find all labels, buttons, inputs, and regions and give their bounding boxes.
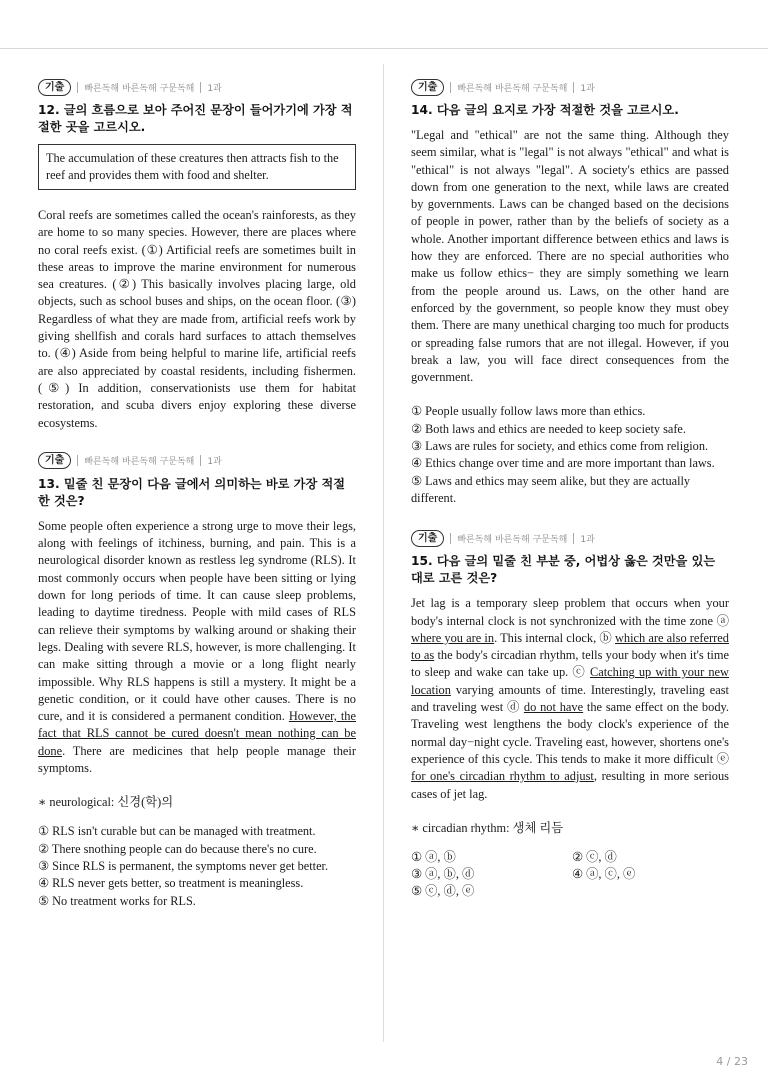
- option[interactable]: ③ Since RLS is permanent, the symptoms never get better.: [38, 858, 329, 873]
- right-column: [411, 78, 729, 901]
- question-14: 14. 다음 글의 요지로 가장 적절한 것을 고르시오.: [411, 103, 679, 117]
- passage-13: Some people often experience a strong urge to move their legs, along with feelings of itchiness, burning, and pain. This is a neurological disorder known as restless leg syndrome (RLS). It most commonly occurs when people have been sitting or lying down for long periods of time. It can cause sleep problems, leading to daytime tiredness. People with mild cases of RLS can relieve their symptoms by walking around or shaking their legs. Dealing with severe RLS, however, is more challenging. It can make sitting through a movie or a long flight nearly impossible. Why RLS happens is still a mystery. It might be a genetic condition, or it could have other causes. There is no cure, and it is considered a permanent condition. However, the fact that RLS cannot be cured doesn't mean nothing can be done. There are medicines that help people manage their symptoms.: [38, 518, 356, 776]
- underlined-sentence: However, the fact that RLS cannot be cured doesn't mean nothing can be done: [38, 709, 356, 758]
- footnote-15: ∗ circadian rhythm: 생체 리듬: [411, 820, 564, 835]
- source-text: 빠른독해 바른독해 구문독해: [84, 83, 195, 94]
- option[interactable]: ⑤ ⓒ, ⓓ, ⓔ: [411, 884, 475, 899]
- option[interactable]: ② There snothing people can do because there's no cure.: [38, 841, 317, 856]
- marker-a: ⓐ: [716, 613, 729, 628]
- source-lesson: 1과: [580, 534, 595, 545]
- passage-15: Jet lag is a temporary sleep problem that occurs when your body's internal clock is not synchronized with the time zone ⓐ where you are in. This internal clock, ⓑ which are also referred to as the body's circadian rhythm, tells your body when it's time to sleep and wake can take up. ⓒ Catching up with your new location varying amounts of time. Interestingly, traveling east and traveling west ⓓ do not have the same effect on the body. Traveling west lengthens the body clock's experience of the normal day−night cycle. Traveling east, however, shortens one's experience of this cycle. This tends to make it more difficult ⓔ for one's circadian rhythm to adjust, resulting in more serious cases of jet lag.: [411, 596, 730, 801]
- option[interactable]: ① People usually follow laws more than ethics.: [411, 404, 646, 419]
- given-sentence-box: The accumulation of these creatures then attracts fish to the reef and provides them with food and shelter.: [38, 144, 356, 190]
- marker-e: ⓔ: [716, 751, 729, 766]
- source-tag: [411, 529, 729, 547]
- option[interactable]: ④ RLS never gets better, so treatment is meaningless.: [38, 876, 304, 891]
- source-tag: [38, 452, 356, 470]
- option[interactable]: ② Both laws and ethics are needed to keep society safe.: [411, 421, 686, 436]
- underline-b: which are also referred to as: [411, 630, 729, 663]
- underline-a: where you are in: [411, 630, 495, 645]
- passage-12: Coral reefs are sometimes called the ocean's rainforests, as they are home to so many species. However, there are places where no coral reefs exist. (①) Artificial reefs are sometimes built in these areas to improve the marine environment for numerous sea creatures. (②) This basically involves placing large, old objects, such as school buses and ships, on the ocean floor. (③) Regardless of what they are made from, artificial reefs work by giving shellfish and corals hard surfaces to attach themselves to. (④) Aside from being helpful to marine life, artificial reefs are also appreciated by coastal residents, including fishermen. (⑤) In addition, conservationists use them for habitat restoration, and scuba divers enjoy exploring these diverse ecosystems.: [38, 208, 356, 430]
- question-12: 12. 글의 흐름으로 보아 주어진 문장이 들어가기에 가장 적절한 곳을 고르시오.: [38, 103, 353, 134]
- source-badge: 기출: [38, 79, 71, 96]
- source-text: 빠른독해 바른독해 구문독해: [457, 83, 568, 94]
- options-13: [38, 823, 356, 909]
- options-14: [411, 403, 729, 507]
- marker-c: ⓒ: [572, 665, 586, 680]
- top-rule: [0, 48, 768, 49]
- marker-d: ⓓ: [507, 700, 521, 715]
- option[interactable]: ③ Laws are rules for society, and ethics come from religion.: [411, 439, 709, 454]
- option[interactable]: ⑤ Laws and ethics may seem alike, but they are actually different.: [411, 473, 691, 505]
- option[interactable]: ③ ⓐ, ⓑ, ⓓ: [411, 867, 475, 882]
- options-15: [411, 849, 729, 901]
- source-text: 빠른독해 바른독해 구문독해: [84, 457, 195, 468]
- source-badge: 기출: [38, 452, 71, 469]
- column-divider: [383, 64, 384, 1042]
- option[interactable]: ② ⓒ, ⓓ: [572, 849, 617, 864]
- source-badge: 기출: [411, 79, 444, 96]
- underline-d: do not have: [523, 700, 584, 715]
- question-13: 13. 밑줄 친 문장이 다음 글에서 의미하는 바로 가장 적절한 것은?: [38, 476, 346, 508]
- source-lesson: 1과: [207, 457, 222, 468]
- source-badge: 기출: [411, 530, 444, 547]
- option[interactable]: ⑤ No treatment works for RLS.: [38, 893, 196, 908]
- underline-c: Catching up with your new location: [411, 665, 730, 697]
- option[interactable]: ④ Ethics change over time and are more important than laws.: [411, 456, 715, 471]
- footnote-13: ∗ neurological: 신경(학)의: [38, 795, 174, 810]
- question-15: 15. 다음 글의 밑줄 친 부분 중, 어법상 옳은 것만을 있는 대로 고른 것은?: [411, 554, 716, 586]
- source-tag: [411, 78, 729, 96]
- source-text: 빠른독해 바른독해 구문독해: [457, 534, 568, 545]
- underline-e: for one's circadian rhythm to adjust: [411, 769, 594, 784]
- page-number: 4 / 23: [716, 1055, 748, 1068]
- source-lesson: 1과: [580, 83, 595, 94]
- marker-b: ⓑ: [599, 630, 612, 645]
- source-lesson: 1과: [207, 83, 222, 94]
- option[interactable]: ① RLS isn't curable but can be managed with treatment.: [38, 824, 316, 839]
- source-tag: [38, 78, 356, 96]
- left-column: [38, 78, 356, 910]
- passage-14: "Legal and "ethical" are not the same thing. Although they seem similar, what is "legal" is not always "ethical" and what is "ethical" is not always "legal". A society's ethics are passed down from one generation to the next, while laws are created by governments. Laws can be changed based on the decisions of people in power, rather than by the beliefs of society as a whole. Another important difference between ethics and laws is how they are enforced. There are no special authorities who make us follow ethics− they are simply something we learn from the people around us. Laws, on the other hand are enforced by the government, so people know they must obey them. There are many unethical charging too much for products or spreading false rumors that are not illegal. However, if you break a law, you will face direct consequences from the government.: [411, 128, 729, 385]
- option[interactable]: ① ⓐ, ⓑ: [411, 849, 456, 864]
- option[interactable]: ④ ⓐ, ⓒ, ⓔ: [572, 867, 636, 882]
